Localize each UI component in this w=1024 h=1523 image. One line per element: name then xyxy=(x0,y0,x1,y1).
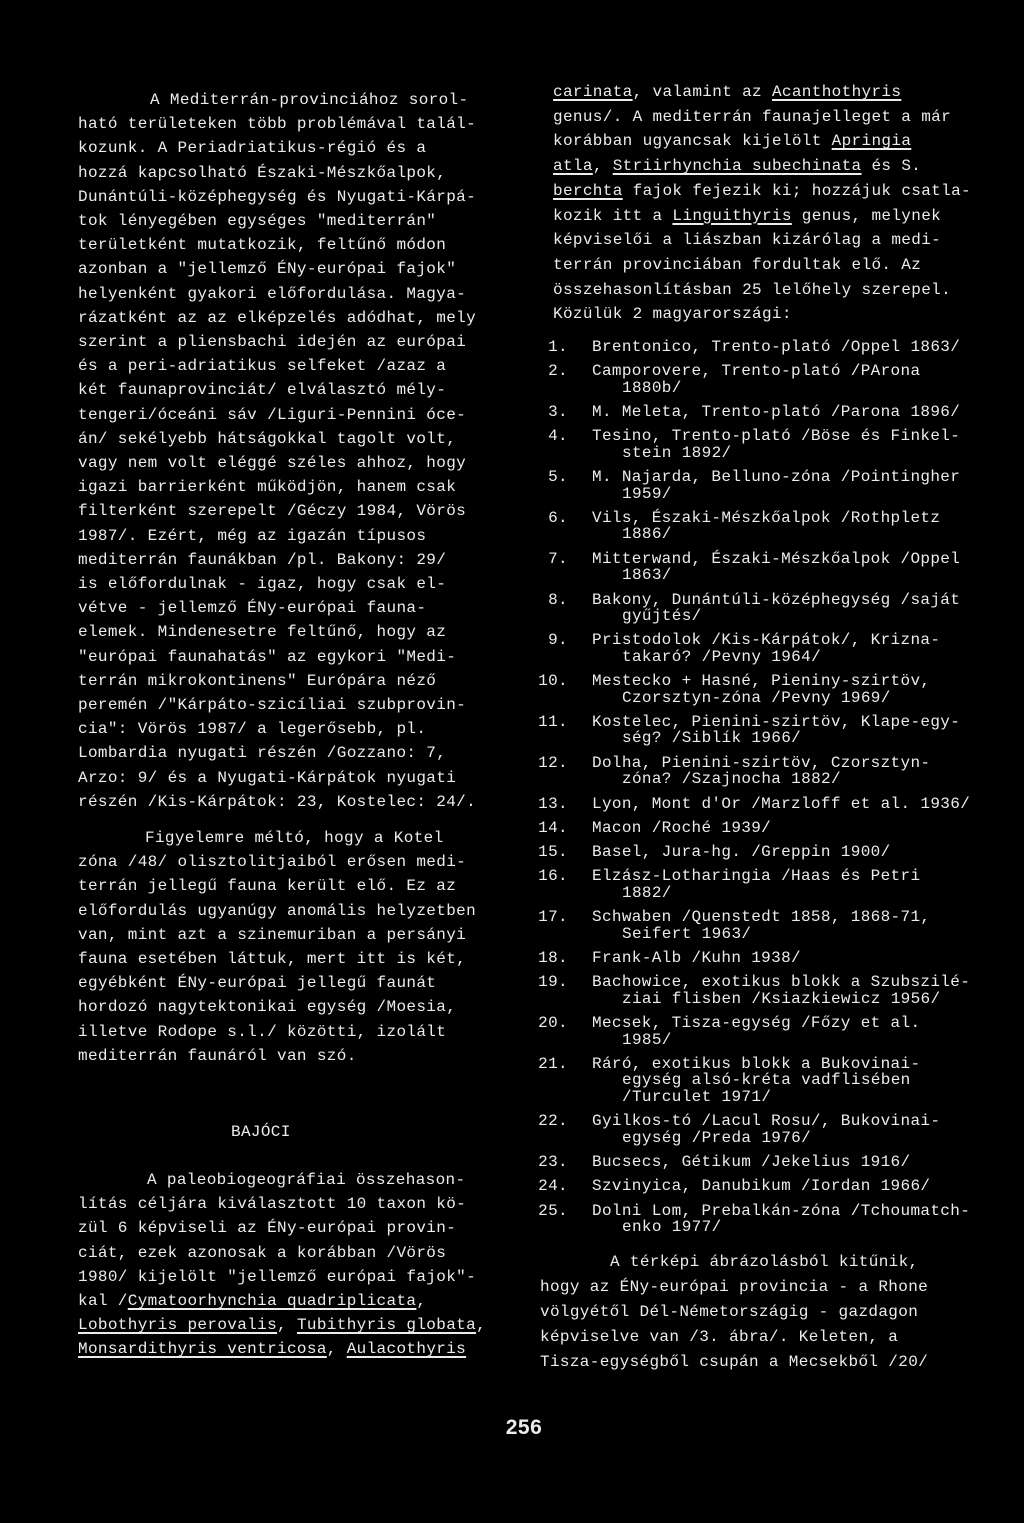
paragraph xyxy=(540,1250,928,1375)
locality-text xyxy=(592,1154,910,1171)
text-line: Kostelec, Pienini-szirtöv, Klape-egy- xyxy=(592,712,961,731)
locality-number: 16. xyxy=(538,867,568,886)
text-line: A Mediterrán-provinciához sorol- xyxy=(150,91,469,109)
text-line: zóna? /Szajnocha 1882/ xyxy=(622,770,841,789)
locality-number: 11. xyxy=(538,712,568,731)
locality-item xyxy=(538,1154,978,1171)
text-line: A térképi ábrázolásból kitűnik, xyxy=(610,1253,919,1271)
locality-number: 9. xyxy=(548,631,568,650)
underlined-taxon-name: Lobothyris perovalis xyxy=(78,1316,278,1335)
text-line: mediterrán faunáról van szó. xyxy=(78,1046,357,1065)
text-segment: , xyxy=(476,1316,487,1335)
text-line: Tisza-egységből csupán a Mecsekből /20/ xyxy=(540,1353,929,1371)
text-line: stein 1892/ xyxy=(622,443,732,462)
text-line: egyébként ÉNy-európai jellegű faunát xyxy=(78,974,437,993)
text-line: kozunk. A Periadriatikus-régió és a xyxy=(78,139,427,158)
text-line: előfordulás ugyanúgy anomális helyzetben xyxy=(78,901,477,920)
locality-number: 3. xyxy=(548,403,568,422)
text-line: Pristodolok /Kis-Kárpátok/, Krizna- xyxy=(592,631,941,650)
text-line xyxy=(553,154,971,179)
locality-text xyxy=(592,1178,930,1195)
text-segment: , xyxy=(326,1340,347,1359)
text-line: Lombardia nyugati részén /Gozzano: 7, xyxy=(78,744,447,763)
text-line: vétve - jellemző ÉNy-európai fauna- xyxy=(78,599,427,618)
locality-number: 15. xyxy=(538,843,568,862)
text-line: hogy az ÉNy-európai provincia - a Rhone xyxy=(540,1278,929,1296)
locality-item xyxy=(538,974,978,1007)
locality-item xyxy=(538,632,978,665)
text-line: peremén /"Kárpáto-szicíliai szubprovin- xyxy=(78,696,467,715)
text-line: án/ sekélyebb hátságokkal tagolt volt, xyxy=(78,429,457,448)
text-line: Bachowice, exotikus blokk a Szubszilé- xyxy=(592,973,971,992)
text-line: Elzász-Lotharingia /Haas és Petri xyxy=(592,867,921,886)
locality-list xyxy=(538,339,978,1243)
locality-item xyxy=(538,551,978,584)
text-line: Közülük 2 magyarországi: xyxy=(553,305,792,324)
locality-text xyxy=(592,974,970,1007)
locality-text xyxy=(592,673,930,706)
locality-item xyxy=(538,820,978,837)
underlined-taxon-name: Apringia xyxy=(831,132,912,151)
locality-text xyxy=(592,714,960,747)
text-line: egység alsó-kréta vadflisében xyxy=(622,1071,911,1090)
locality-item xyxy=(538,714,978,747)
locality-item xyxy=(538,404,978,421)
text-line: Szvinyica, Danubikum /Iordan 1966/ xyxy=(592,1177,931,1196)
text-line: zóna /48/ olisztolitjaiból erősen medi- xyxy=(78,853,467,872)
locality-text xyxy=(592,1015,920,1048)
text-line: Dolni Lom, Prebalkán-zóna /Tchoumatch- xyxy=(592,1201,971,1220)
text-line: 1985/ xyxy=(622,1030,672,1049)
text-line: ciát, ezek azonosak a korábban /Vörös xyxy=(78,1243,447,1262)
locality-text xyxy=(592,428,960,461)
locality-text xyxy=(592,404,960,421)
locality-item xyxy=(538,469,978,502)
text-line: igazi barrierként működjön, hanem csak xyxy=(78,478,457,497)
locality-text xyxy=(592,1113,940,1146)
text-line: Bakony, Dunántúli-középhegység /saját xyxy=(592,590,961,609)
text-line: tengeri/óceáni sáv /Liguri-Pennini óce- xyxy=(78,405,467,424)
text-line: ziai flisben /Ksiazkiewicz 1956/ xyxy=(622,989,941,1008)
text-line: Schwaben /Quenstedt 1858, 1868-71, xyxy=(592,908,931,927)
text-segment: kal / xyxy=(78,1292,128,1311)
text-line: 1980/ kijelölt "jellemző európai fajok"- xyxy=(78,1267,477,1286)
locality-item xyxy=(538,796,978,813)
text-line: és a peri-adriatikus selfeket /azaz a xyxy=(78,357,447,376)
underlined-taxon-name: Tubithyris globata xyxy=(296,1316,477,1335)
locality-number: 20. xyxy=(538,1014,568,1033)
underlined-taxon-name: Monsardithyris ventricosa xyxy=(78,1340,327,1359)
text-line: képviselve van /3. ábra/. Keleten, a xyxy=(540,1328,899,1346)
text-line: azonban a "jellemző ÉNy-európai fajok" xyxy=(78,260,457,279)
locality-text xyxy=(592,469,960,502)
text-line: területként mutatkozik, feltűnő módon xyxy=(78,236,447,255)
locality-item xyxy=(538,909,978,942)
text-line: van, mint azt a szinemuriban a persányi xyxy=(78,925,467,944)
text-line: "európai faunahatás" az egykori "Medi- xyxy=(78,647,457,666)
locality-item xyxy=(538,673,978,706)
text-line xyxy=(78,1337,486,1361)
locality-text xyxy=(592,551,960,584)
underlined-taxon-name: Acanthothyris xyxy=(771,83,902,101)
text-segment: , xyxy=(592,157,613,176)
text-line: Camporovere, Trento-plató /PArona xyxy=(592,362,921,381)
text-line: hordozó nagytektonikai egység /Moesia, xyxy=(78,998,457,1017)
locality-item xyxy=(538,1178,978,1195)
locality-item xyxy=(538,844,978,861)
text-line: takaró? /Pevny 1964/ xyxy=(622,647,822,666)
text-line: illetve Rodope s.l./ közötti, izolált xyxy=(78,1022,447,1041)
locality-item xyxy=(538,339,978,356)
underlined-taxon-name: Striirhynchia subechinata xyxy=(612,157,862,176)
text-line: is előfordulnak - igaz, hogy csak el- xyxy=(78,575,447,594)
underlined-taxon-name: Linguithyris xyxy=(672,206,792,225)
text-line: képviselői a liászban kizárólag a medi- xyxy=(553,231,942,250)
locality-number: 24. xyxy=(538,1177,568,1196)
text-line: terrán jellegű fauna került elő. Ez az xyxy=(78,877,457,896)
text-segment: fajok fejezik ki; hozzájuk csatla- xyxy=(622,181,971,200)
paragraph xyxy=(78,826,476,1068)
paragraph xyxy=(78,88,476,814)
locality-text xyxy=(592,950,801,967)
locality-number: 19. xyxy=(538,973,568,992)
locality-text xyxy=(592,909,930,942)
text-segment: korábban ugyancsak kijelölt xyxy=(553,132,832,151)
locality-number: 12. xyxy=(538,753,568,772)
text-line xyxy=(553,204,971,229)
text-line: 1959/ xyxy=(622,484,672,503)
locality-number: 6. xyxy=(548,508,568,527)
text-line: 1886/ xyxy=(622,525,672,544)
locality-text xyxy=(592,632,940,665)
text-line: gyűjtés/ xyxy=(622,607,702,626)
text-line: lítás céljára kiválasztott 10 taxon kö- xyxy=(78,1195,467,1214)
underlined-taxon-name: Aulacothyris xyxy=(346,1340,467,1359)
locality-text xyxy=(592,510,940,543)
text-line: mediterrán faunákban /pl. Bakony: 29/ xyxy=(78,550,447,569)
text-line: enko 1977/ xyxy=(622,1218,722,1237)
text-line: Brentonico, Trento-plató /Oppel 1863/ xyxy=(592,338,961,356)
locality-number: 17. xyxy=(538,908,568,927)
text-line: két faunaprovinciát/ elválasztó mély- xyxy=(78,381,447,400)
text-segment: genus, melynek xyxy=(791,206,942,225)
text-line: hozzá kapcsolható Északi-Mészkőalpok, xyxy=(78,163,447,182)
locality-number: 8. xyxy=(548,590,568,609)
text-line: fauna esetében láttuk, mert itt is két, xyxy=(78,950,467,969)
text-line: Dolha, Pienini-szirtöv, Czorsztyn- xyxy=(592,753,931,772)
text-line: genus/. A mediterrán faunajelleget a már xyxy=(553,107,952,126)
text-line: cia": Vörös 1987/ a legerősebb, pl. xyxy=(78,720,427,739)
text-line: összehasonlításban 25 lelőhely szerepel. xyxy=(553,280,952,299)
text-line: Gyilkos-tó /Lacul Rosu/, Bukovinai- xyxy=(592,1112,941,1131)
text-line: ható területeken több problémával talál- xyxy=(78,115,477,134)
text-line: Mecsek, Tisza-egység /Főzy et al. xyxy=(592,1014,921,1033)
locality-number: 18. xyxy=(538,949,568,968)
text-line: egység /Preda 1976/ xyxy=(622,1128,812,1147)
locality-item xyxy=(538,428,978,461)
text-segment: és S. xyxy=(861,157,922,176)
text-line: völgyétől Dél-Németországig - gazdagon xyxy=(540,1303,919,1321)
locality-text xyxy=(592,755,930,788)
locality-item xyxy=(538,1015,978,1048)
locality-number: 7. xyxy=(548,549,568,568)
text-line: Czorsztyn-zóna /Pevny 1969/ xyxy=(622,688,891,707)
text-segment: , xyxy=(277,1316,297,1335)
text-line: Mitterwand, Északi-Mészkőalpok /Oppel xyxy=(592,549,961,568)
locality-item xyxy=(538,510,978,543)
text-line: Seifert 1963/ xyxy=(622,924,752,943)
text-line xyxy=(553,179,971,204)
text-line: rázatként az az elképzelés adódhat, mely xyxy=(78,308,477,327)
text-segment: kozik itt a xyxy=(553,206,673,225)
text-line: Bucsecs, Gétikum /Jekelius 1916/ xyxy=(592,1153,911,1172)
text-line: Frank-Alb /Kuhn 1938/ xyxy=(592,949,801,968)
locality-text xyxy=(592,820,771,837)
text-line: 1987/. Ezért, még az igazán típusos xyxy=(78,526,427,545)
text-line: filterként szerepelt /Géczy 1984, Vörös xyxy=(78,502,467,521)
text-line: ség? /Siblík 1966/ xyxy=(622,729,802,748)
locality-item xyxy=(538,1203,978,1236)
locality-text xyxy=(592,868,920,901)
text-line: Macon /Roché 1939/ xyxy=(592,818,772,837)
locality-text xyxy=(592,844,891,861)
text-line: A paleobiogeográfiai összehason- xyxy=(147,1171,466,1189)
locality-item xyxy=(538,1056,978,1106)
text-line: szerint a pliensbachi idején az európai xyxy=(78,333,467,352)
underlined-taxon-name: Cymatoorhynchia quadriplicata xyxy=(127,1292,417,1311)
text-line: helyenként gyakori előfordulása. Magya- xyxy=(78,284,467,303)
text-line: Dunántúli-középhegység és Nyugati-Kárpá- xyxy=(78,187,477,206)
locality-item xyxy=(538,363,978,396)
section-heading: BAJÓCI xyxy=(231,1123,291,1141)
underlined-taxon-name: atla xyxy=(553,157,593,176)
locality-number: 25. xyxy=(538,1201,568,1220)
locality-number: 23. xyxy=(538,1153,568,1172)
text-line: Ráró, exotikus blokk a Bukovinai- xyxy=(592,1054,921,1073)
text-line: Figyelemre méltó, hogy a Kotel xyxy=(145,829,444,847)
locality-item xyxy=(538,950,978,967)
text-line: 1882/ xyxy=(622,883,672,902)
underlined-taxon-name: carinata xyxy=(553,83,633,101)
locality-item xyxy=(538,755,978,788)
text-line: Vils, Északi-Mészkőalpok /Rothpletz xyxy=(592,508,941,527)
text-line: Mestecko + Hasné, Pieniny-szirtöv, xyxy=(592,672,931,691)
locality-text xyxy=(592,592,960,625)
locality-number: 13. xyxy=(538,794,568,813)
text-line: részén /Kis-Kárpátok: 23, Kostelec: 24/. xyxy=(78,792,477,811)
locality-number: 1. xyxy=(548,338,568,356)
locality-number: 4. xyxy=(548,427,568,446)
text-line xyxy=(78,1289,486,1313)
locality-text xyxy=(592,1203,970,1236)
locality-item xyxy=(538,592,978,625)
locality-number: 22. xyxy=(538,1112,568,1131)
locality-text xyxy=(592,339,960,356)
text-line: Tesino, Trento-plató /Böse és Finkel- xyxy=(592,427,961,446)
text-line: zül 6 képviseli az ÉNy-európai provin- xyxy=(78,1219,457,1238)
locality-item xyxy=(538,868,978,901)
text-line: /Turculet 1971/ xyxy=(622,1087,772,1106)
locality-text xyxy=(592,363,920,396)
locality-text xyxy=(592,796,970,813)
text-line: elemek. Mindenesetre feltűnő, hogy az xyxy=(78,623,447,642)
locality-text xyxy=(592,1056,920,1106)
text-line xyxy=(553,80,971,105)
locality-number: 10. xyxy=(538,672,568,691)
page-number: 256 xyxy=(505,1416,543,1439)
text-line xyxy=(553,129,971,154)
text-segment: , valamint az xyxy=(632,83,772,101)
paragraph xyxy=(78,1168,486,1362)
text-line: tok lényegében egységes "mediterrán" xyxy=(78,212,437,231)
underlined-taxon-name: berchta xyxy=(553,181,623,200)
locality-number: 2. xyxy=(548,362,568,381)
text-line: 1863/ xyxy=(622,566,672,585)
locality-number: 5. xyxy=(548,468,568,487)
text-line: M. Meleta, Trento-plató /Parona 1896/ xyxy=(592,403,961,422)
text-line: vagy nem volt eléggé széles ahhoz, hogy xyxy=(78,454,467,473)
text-line: M. Najarda, Belluno-zóna /Pointingher xyxy=(592,468,961,487)
text-line: terrán mikrokontinens" Európára néző xyxy=(78,671,437,690)
text-line: 1880b/ xyxy=(622,378,682,397)
text-line: Basel, Jura-hg. /Greppin 1900/ xyxy=(592,843,891,862)
text-segment: , xyxy=(416,1292,427,1311)
paragraph xyxy=(553,80,971,327)
locality-number: 21. xyxy=(538,1054,568,1073)
text-line: terrán provinciában fordultak elő. Az xyxy=(553,255,922,274)
locality-number: 14. xyxy=(538,818,568,837)
text-line: Lyon, Mont d'Or /Marzloff et al. 1936/ xyxy=(592,794,971,813)
text-line xyxy=(78,1313,486,1337)
text-line: Arzo: 9/ és a Nyugati-Kárpátok nyugati xyxy=(78,768,457,787)
locality-item xyxy=(538,1113,978,1146)
